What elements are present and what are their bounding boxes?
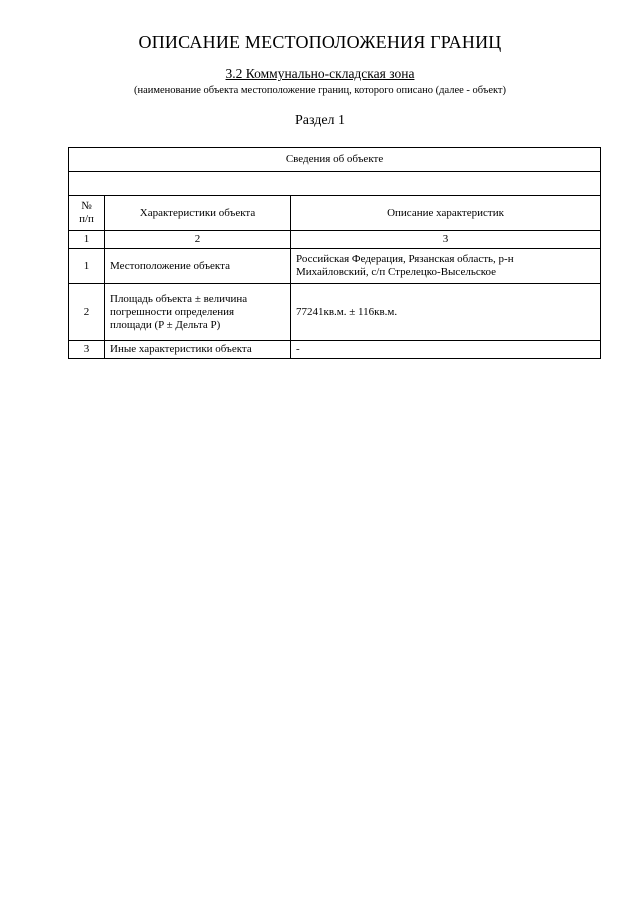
row-number: 1 — [69, 249, 105, 284]
row-number: 3 — [69, 341, 105, 359]
row-description: 77241кв.м. ± 116кв.м. — [291, 284, 601, 341]
table-row — [69, 341, 601, 359]
object-info-table — [68, 147, 601, 359]
row-characteristic: Площадь объекта ± величина погрешности определения площади (P ± Дельта P) — [105, 284, 291, 341]
row-number: 2 — [69, 284, 105, 341]
row-characteristic: Иные характеристики объекта — [105, 341, 291, 359]
table-title: Сведения об объекте — [69, 148, 601, 172]
object-caption: (наименование объекта местоположение границ, которого описано (далее - объект) — [133, 85, 507, 96]
table-spacer-cell — [69, 172, 601, 196]
table-spacer-row — [69, 172, 601, 196]
column-number-3: 3 — [291, 231, 601, 249]
object-name — [0, 66, 640, 82]
table-title-row — [69, 148, 601, 172]
column-number-1: 1 — [69, 231, 105, 249]
column-numbers-row — [69, 231, 601, 249]
header-description: Описание характеристик — [291, 196, 601, 231]
section-heading: Раздел 1 — [294, 113, 346, 128]
table-row — [69, 284, 601, 341]
header-characteristic: Характеристики объекта — [105, 196, 291, 231]
table-row — [69, 249, 601, 284]
object-name-text: 3.2 Коммунально-складская зона — [225, 66, 415, 81]
page-title: ОПИСАНИЕ МЕСТОПОЛОЖЕНИЯ ГРАНИЦ — [138, 32, 502, 52]
row-characteristic: Местоположение объекта — [105, 249, 291, 284]
column-number-2: 2 — [105, 231, 291, 249]
row-description: - — [291, 341, 601, 359]
row-description: Российская Федерация, Рязанская область, р-н Михайловский, с/п Стрелецко-Высельское — [291, 249, 601, 284]
table-header-row — [69, 196, 601, 231]
header-number: № п/п — [69, 196, 105, 231]
